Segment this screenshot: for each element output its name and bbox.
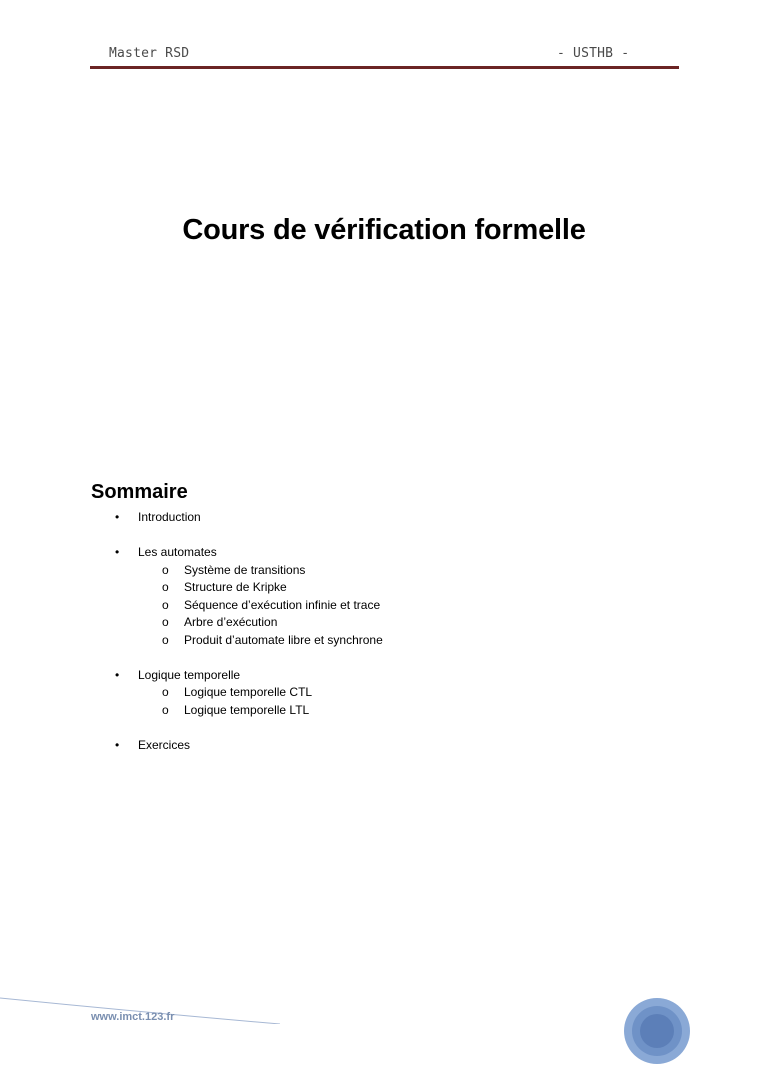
toc-sub-bullet: o (162, 597, 169, 612)
toc-subitem: Système de transitions (184, 562, 306, 577)
toc-bullet: • (115, 667, 120, 682)
toc-subitem: Logique temporelle LTL (184, 702, 310, 717)
toc-heading: Sommaire (91, 481, 188, 503)
toc-sub-bullet: o (162, 615, 169, 629)
toc-item: Les automates (138, 545, 217, 559)
toc-bullet: • (115, 510, 120, 524)
toc-item: Exercices (138, 737, 191, 752)
toc-subitem: Produit d’automate libre et synchrone (184, 632, 383, 647)
toc-bullet: • (115, 737, 120, 752)
toc-subitem: Logique temporelle CTL (184, 685, 313, 699)
toc-bullet: • (115, 545, 120, 559)
toc-sub-bullet: o (162, 562, 169, 577)
page-header-right: - USTHB - (557, 46, 630, 61)
header-rule (90, 66, 679, 69)
footer-logo-disc (622, 996, 692, 1066)
document-title: Cours de vérification formelle (182, 214, 586, 246)
toc-sub-bullet: o (162, 632, 169, 647)
toc-subitem: Arbre d’exécution (184, 615, 278, 629)
toc-item: Logique temporelle (138, 667, 241, 682)
toc-subitem: Séquence d’exécution infinie et trace (184, 597, 381, 612)
footer-url[interactable]: www.imct.123.fr (91, 1011, 175, 1023)
toc-sub-bullet: o (162, 702, 169, 717)
page-header-left: Master RSD (109, 46, 190, 61)
toc-subitem: Structure de Kripke (184, 580, 287, 594)
toc-sub-bullet: o (162, 580, 169, 594)
toc-sub-bullet: o (162, 685, 169, 699)
toc-item: Introduction (138, 510, 201, 524)
